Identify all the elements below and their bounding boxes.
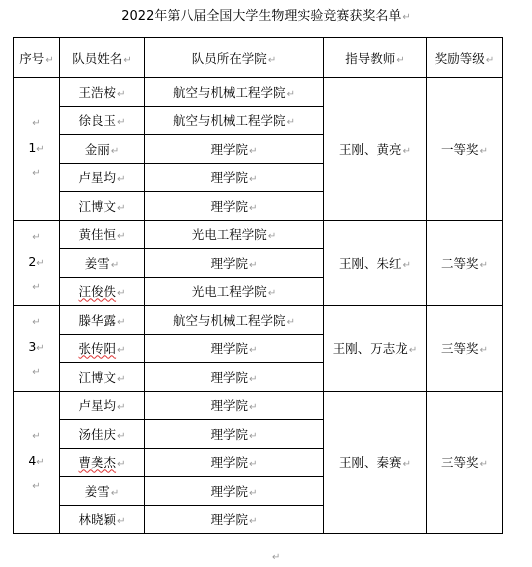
paragraph-mark: ↵	[36, 457, 45, 469]
teacher-names: 王刚、黄亮	[339, 141, 402, 157]
paragraph-mark: ↵	[36, 343, 45, 355]
paragraph-mark: ↵	[36, 143, 45, 155]
member-name: 江博文	[78, 369, 117, 385]
seq-cell	[14, 78, 60, 221]
award-level-cell	[427, 391, 503, 534]
seq-line	[28, 250, 44, 276]
table-row	[14, 220, 503, 249]
header-seq-label: 序号	[19, 50, 45, 66]
member-name-cell	[60, 249, 145, 278]
paragraph-mark: ↵	[123, 54, 132, 66]
member-college-cell	[145, 220, 324, 249]
header-college-label: 队员所在学院	[191, 50, 267, 66]
teacher-cell	[324, 220, 427, 306]
member-name-cell	[60, 334, 145, 363]
paragraph-mark: ↵	[117, 117, 126, 129]
member-name-cell	[60, 220, 145, 249]
member-college: 理学院	[210, 255, 249, 271]
paragraph-mark: ↵	[117, 459, 126, 471]
header-seq	[14, 38, 60, 78]
paragraph-mark: ↵	[117, 288, 126, 300]
member-name: 姜雪	[84, 255, 110, 271]
member-college-cell	[145, 477, 324, 506]
seq-line	[28, 449, 44, 475]
member-college-cell	[145, 249, 324, 278]
paragraph-mark: ↵	[117, 430, 126, 442]
paragraph-mark: ↵	[36, 257, 45, 269]
member-college: 理学院	[210, 341, 249, 357]
award-level: 三等奖	[441, 341, 479, 357]
member-college: 航空与机械工程学院	[173, 312, 286, 328]
member-name-cell	[60, 306, 145, 335]
member-name-cell	[60, 78, 145, 107]
member-name: 张传阳	[78, 341, 117, 357]
member-name: 汪俊佚	[78, 284, 117, 300]
teacher-cell	[324, 78, 427, 221]
paragraph-mark: ↵	[267, 54, 277, 66]
seq-cell-lines	[14, 112, 59, 186]
teacher-names: 王刚、朱红	[339, 255, 402, 271]
paragraph-mark: ↵	[32, 117, 41, 129]
seq-number: 3	[28, 339, 37, 355]
paragraph-mark: ↵	[479, 345, 488, 357]
member-name-cell	[60, 277, 145, 306]
paragraph-mark: ↵	[485, 54, 495, 66]
header-level-label: 奖励等级	[434, 50, 485, 66]
paragraph-mark: ↵	[286, 117, 295, 129]
member-name-cell	[60, 192, 145, 221]
member-name-cell	[60, 163, 145, 192]
seq-number: 1	[28, 139, 37, 155]
member-name-cell	[60, 106, 145, 135]
paragraph-mark: ↵	[402, 145, 411, 157]
member-name-cell	[60, 363, 145, 392]
paragraph-mark: ↵	[32, 281, 41, 293]
member-college-cell	[145, 505, 324, 534]
awards-table	[13, 37, 503, 534]
member-name: 黄佳恒	[78, 227, 117, 243]
paragraph-mark: ↵	[117, 373, 126, 385]
paragraph-mark: ↵	[117, 345, 126, 357]
seq-cell	[14, 220, 60, 306]
paragraph-mark: ↵	[117, 174, 126, 186]
paragraph-mark: ↵	[117, 316, 126, 328]
table-row	[14, 78, 503, 107]
header-row	[14, 38, 503, 78]
member-college-cell	[145, 106, 324, 135]
paragraph-mark: ↵	[402, 12, 411, 23]
member-college-cell	[145, 363, 324, 392]
member-college-cell	[145, 391, 324, 420]
member-college: 理学院	[210, 455, 249, 471]
paragraph-mark: ↵	[249, 202, 258, 214]
member-name: 曹䶮杰	[78, 455, 117, 471]
paragraph-mark: ↵	[479, 459, 488, 471]
member-college: 理学院	[210, 170, 249, 186]
teacher-cell	[324, 391, 427, 534]
seq-line	[28, 136, 44, 162]
member-college-cell	[145, 334, 324, 363]
paragraph-mark: ↵	[249, 516, 258, 528]
paragraph-mark: ↵	[32, 231, 41, 243]
seq-number: 2	[28, 253, 37, 269]
member-college: 航空与机械工程学院	[173, 84, 286, 100]
title-text: 2022年第八届全国大学生物理实验竞赛获奖名单	[121, 9, 402, 24]
table-row	[14, 306, 503, 335]
seq-number: 4	[28, 453, 37, 469]
member-college-cell	[145, 78, 324, 107]
member-name: 王浩桉	[78, 84, 117, 100]
award-level-cell	[427, 306, 503, 392]
member-name-cell	[60, 448, 145, 477]
paragraph-mark: ↵	[396, 54, 405, 66]
member-college: 理学院	[210, 512, 249, 528]
seq-cell	[14, 306, 60, 392]
document-title	[0, 6, 532, 28]
teacher-cell	[324, 306, 427, 392]
seq-line	[28, 335, 44, 361]
paragraph-mark: ↵	[32, 317, 41, 329]
award-level: 二等奖	[441, 255, 479, 271]
paragraph-mark: ↵	[249, 345, 258, 357]
seq-cell-lines	[14, 226, 59, 300]
paragraph-mark: ↵	[249, 259, 258, 271]
header-college	[145, 38, 324, 78]
paragraph-mark: ↵	[110, 145, 120, 157]
member-name: 徐良玉	[78, 113, 117, 129]
member-name: 林晓颖	[78, 512, 117, 528]
member-college: 理学院	[210, 398, 249, 414]
paragraph-mark: ↵	[32, 367, 41, 379]
member-name-cell	[60, 477, 145, 506]
paragraph-mark: ↵	[249, 174, 258, 186]
header-name	[60, 38, 145, 78]
member-college: 理学院	[210, 369, 249, 385]
paragraph-mark: ↵	[110, 259, 120, 271]
paragraph-mark: ↵	[408, 345, 418, 357]
member-name-cell	[60, 391, 145, 420]
paragraph-mark: ↵	[45, 54, 54, 66]
member-college: 理学院	[210, 198, 249, 214]
member-name-cell	[60, 135, 145, 164]
paragraph-mark: ↵	[117, 88, 126, 100]
seq-cell	[14, 391, 60, 534]
header-level	[427, 38, 503, 78]
paragraph-mark: ↵	[249, 430, 258, 442]
member-name: 江博文	[78, 198, 117, 214]
member-college-cell	[145, 163, 324, 192]
paragraph-mark: ↵	[117, 516, 126, 528]
member-college: 航空与机械工程学院	[173, 113, 286, 129]
member-name: 汤佳庆	[78, 426, 117, 442]
header-name-label: 队员姓名	[72, 50, 123, 66]
paragraph-mark: ↵	[32, 481, 41, 493]
table-row	[14, 391, 503, 420]
member-college-cell	[145, 420, 324, 449]
seq-cell-lines	[14, 425, 59, 499]
paragraph-mark: ↵	[267, 231, 277, 243]
paragraph-mark: ↵	[402, 459, 411, 471]
paragraph-mark: ↵	[110, 487, 120, 499]
paragraph-mark: ↵	[402, 259, 411, 271]
member-college-cell	[145, 277, 324, 306]
award-level-cell	[427, 220, 503, 306]
paragraph-mark: ↵	[32, 167, 41, 179]
member-college: 光电工程学院	[191, 227, 267, 243]
paragraph-mark: ↵	[286, 316, 295, 328]
member-name: 滕华露	[78, 312, 117, 328]
paragraph-mark: ↵	[249, 487, 258, 499]
awards-body	[14, 78, 503, 534]
paragraph-mark: ↵	[32, 431, 41, 443]
member-college-cell	[145, 135, 324, 164]
member-name: 卢星均	[78, 398, 117, 414]
paragraph-mark: ↵	[117, 202, 126, 214]
member-name-cell	[60, 420, 145, 449]
teacher-names: 王刚、秦赛	[339, 455, 402, 471]
seq-cell-lines	[14, 311, 59, 385]
header-teacher-label: 指导教师	[345, 50, 396, 66]
paragraph-mark: ↵	[117, 402, 126, 414]
member-college: 理学院	[210, 141, 249, 157]
member-name: 卢星均	[78, 170, 117, 186]
header-teacher	[324, 38, 427, 78]
member-college-cell	[145, 192, 324, 221]
member-college-cell	[145, 448, 324, 477]
award-level-cell	[427, 78, 503, 221]
award-level: 一等奖	[441, 141, 479, 157]
teacher-names: 王刚、万志龙	[332, 341, 408, 357]
paragraph-mark: ↵	[249, 402, 258, 414]
paragraph-mark: ↵	[249, 145, 258, 157]
paragraph-mark: ↵	[479, 259, 488, 271]
award-level: 三等奖	[441, 455, 479, 471]
paragraph-mark: ↵	[286, 88, 295, 100]
member-college-cell	[145, 306, 324, 335]
member-name-cell	[60, 505, 145, 534]
paragraph-mark: ↵	[117, 231, 126, 243]
member-name: 金丽	[84, 141, 110, 157]
member-college: 理学院	[210, 483, 249, 499]
paragraph-mark: ↵	[267, 288, 277, 300]
paragraph-mark: ↵	[249, 373, 258, 385]
member-name: 姜雪	[84, 483, 110, 499]
member-college: 理学院	[210, 426, 249, 442]
paragraph-mark: ↵	[249, 459, 258, 471]
paragraph-mark: ↵	[479, 145, 488, 157]
end-paragraph-mark: ↵	[272, 552, 281, 563]
member-college: 光电工程学院	[191, 284, 267, 300]
